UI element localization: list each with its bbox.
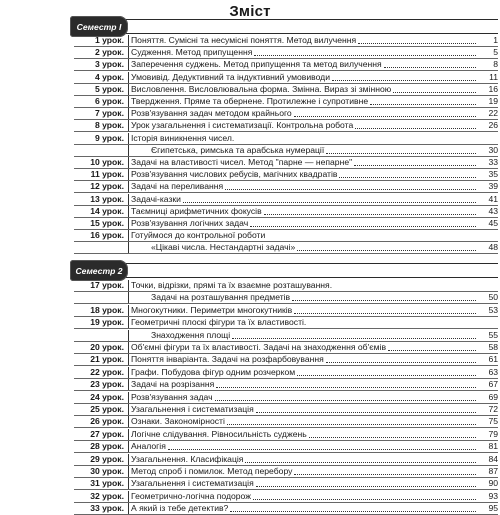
- lesson-title: Геометричні плоскі фігури та їх властивості.: [128, 317, 306, 328]
- page-number: 87: [488, 466, 498, 476]
- lesson-title: Знаходження площі: [128, 330, 230, 341]
- page-number: 30: [488, 144, 498, 155]
- lesson-title: Узагальнення і систематизація: [128, 478, 254, 489]
- dot-leader: [256, 478, 476, 487]
- page-number: 19: [488, 96, 498, 106]
- lesson-number: 3 урок.: [94, 59, 124, 70]
- lesson-title: Задачі-казки: [128, 194, 181, 205]
- toc-row: [0, 454, 500, 466]
- lesson-title: Задачі на розрізання: [128, 379, 214, 390]
- semester-1-label: Семестр І: [70, 16, 128, 37]
- lesson-number: 30 урок.: [90, 466, 124, 476]
- dot-leader: [227, 416, 476, 425]
- toc-row: [0, 317, 500, 329]
- toc-row: [0, 206, 500, 218]
- lesson-number: 24 урок.: [90, 391, 124, 402]
- page-number: 58: [488, 342, 498, 352]
- dot-leader: [250, 218, 476, 227]
- lesson-title: Узагальнення і систематизація: [128, 404, 254, 415]
- toc-row: [0, 392, 500, 404]
- page-number: 81: [488, 441, 498, 452]
- page-number: 1: [493, 35, 498, 45]
- toc-row: [0, 466, 500, 478]
- toc-row: [0, 96, 500, 108]
- lesson-title: А який із тебе детектив?: [128, 503, 228, 514]
- lesson-number: 8 урок.: [94, 120, 124, 131]
- toc-row: [0, 169, 500, 181]
- page-number: 93: [488, 490, 498, 501]
- dot-leader: [294, 305, 476, 314]
- page-number: 84: [488, 453, 498, 464]
- lesson-title: Урок узагальнення і систематизації. Контрольна робота: [128, 120, 353, 131]
- dot-leader: [292, 292, 476, 301]
- lesson-number: 7 урок.: [94, 108, 124, 119]
- toc-row: [0, 342, 500, 354]
- lesson-number: 18 урок.: [90, 304, 124, 315]
- dot-leader: [354, 157, 476, 166]
- dot-leader: [230, 503, 476, 512]
- lesson-title: Логічне слідування. Рівносильність суджень: [128, 429, 307, 440]
- toc-row: [0, 84, 500, 96]
- page-number: 61: [488, 354, 498, 365]
- semester-2-header: [74, 263, 498, 278]
- lesson-number: 16 урок.: [90, 230, 124, 241]
- toc-row: [0, 354, 500, 366]
- dot-leader: [168, 441, 476, 450]
- lesson-number: 13 урок.: [90, 193, 124, 204]
- lesson-title: Ознаки. Закономірності: [128, 416, 225, 427]
- dot-leader: [393, 84, 476, 93]
- lesson-number: 12 урок.: [90, 181, 124, 192]
- lesson-number: 25 урок.: [90, 404, 124, 414]
- lesson-number: 14 урок.: [90, 205, 124, 216]
- page-number: 5: [493, 47, 498, 58]
- lesson-title: Висловлення. Висловлювальна форма. Змінна. Вираз зі змінною: [128, 84, 391, 95]
- toc-row: [0, 145, 500, 157]
- lesson-number: 10 урок.: [90, 157, 124, 167]
- lesson-title: Задачі на властивості чисел. Метод "парне — непарне": [128, 157, 352, 168]
- lesson-number: 26 урок.: [90, 416, 124, 427]
- dot-leader: [256, 404, 476, 413]
- toc-row: [0, 59, 500, 71]
- lesson-title: Графи. Побудова фігур одним розчерком: [128, 367, 295, 378]
- toc-row: [0, 35, 500, 47]
- toc-row: [0, 441, 500, 453]
- lesson-number: 23 урок.: [90, 379, 124, 390]
- page-number: 53: [488, 304, 498, 315]
- dot-leader: [358, 35, 476, 44]
- dot-leader: [225, 181, 476, 190]
- toc-row: [0, 157, 500, 169]
- lesson-title: Судження. Метод припущення: [128, 47, 252, 58]
- lesson-title: «Цікаві числа. Нестандартні задачі»: [128, 242, 295, 253]
- page-number: 48: [488, 242, 498, 253]
- dot-leader: [297, 367, 476, 376]
- dot-leader: [232, 330, 476, 339]
- page-number: 75: [488, 416, 498, 427]
- lesson-number: 28 урок.: [90, 441, 124, 452]
- toc-row: [0, 181, 500, 193]
- lesson-title: Розв'язування задач: [128, 392, 213, 403]
- lesson-number: 33 урок.: [90, 503, 124, 514]
- lesson-title: Поняття інваріанта. Задачі на розфарбовування: [128, 354, 324, 365]
- page-title: Зміст: [229, 3, 271, 20]
- lesson-number: 5 урок.: [94, 83, 124, 94]
- toc-row: [0, 330, 500, 342]
- toc-row: [0, 242, 500, 254]
- lesson-number: 20 урок.: [90, 342, 124, 352]
- toc-row: [0, 305, 500, 317]
- page-number: 26: [488, 120, 498, 131]
- toc-row: [0, 367, 500, 379]
- lesson-title: Геометрично-логічна подорож: [128, 491, 251, 502]
- semester-2-label: Семестр 2: [70, 260, 128, 281]
- dot-leader: [215, 392, 476, 401]
- toc-row: [0, 429, 500, 441]
- page-number: 16: [488, 83, 498, 94]
- lesson-title: Метод спроб і помилок. Метод перебору: [128, 466, 292, 477]
- lesson-number: 4 урок.: [94, 71, 124, 82]
- lesson-title: Твердження. Пряме та обернене. Протилежне і супротивне: [128, 96, 368, 107]
- page-number: 72: [488, 404, 498, 414]
- page-number: 35: [488, 169, 498, 180]
- toc-row: [0, 230, 500, 242]
- lesson-number: 1 урок.: [94, 35, 124, 45]
- page-number: 45: [488, 218, 498, 228]
- dot-leader: [245, 454, 476, 463]
- page-number: 8: [493, 59, 498, 70]
- lesson-title: Многокутники. Периметри многокутників: [128, 305, 292, 316]
- toc-row: [0, 416, 500, 428]
- dot-leader: [297, 242, 476, 251]
- dot-leader: [339, 169, 476, 178]
- lesson-title: Задачі на переливання: [128, 181, 223, 192]
- page-number: 41: [488, 193, 498, 204]
- toc-row: [0, 72, 500, 84]
- dot-leader: [216, 379, 476, 388]
- page-number: 11: [489, 71, 498, 82]
- lesson-number: 2 урок.: [94, 47, 124, 58]
- toc-row: [0, 491, 500, 503]
- toc-row: [0, 478, 500, 490]
- lesson-title: Заперечення суджень. Метод припущення та метод вилучення: [128, 59, 382, 70]
- toc-row: [0, 47, 500, 59]
- toc-row: [0, 503, 500, 515]
- dot-leader: [370, 96, 476, 105]
- toc-row: [0, 404, 500, 416]
- page-number: 22: [488, 108, 498, 119]
- lesson-title: Умовивід. Дедуктивний та індуктивний умовиводи: [128, 72, 330, 83]
- dot-leader: [388, 342, 476, 351]
- dot-leader: [326, 145, 476, 154]
- dot-leader: [326, 354, 476, 363]
- dot-leader: [183, 194, 476, 203]
- page-number: 63: [488, 366, 498, 377]
- lesson-title: Точки, відрізки, прямі та їх взаємне розташування.: [128, 280, 332, 291]
- page-number: 50: [488, 292, 498, 303]
- lesson-number: 19 урок.: [90, 317, 124, 328]
- lesson-number: 29 урок.: [90, 453, 124, 464]
- dot-leader: [254, 47, 476, 56]
- lesson-title: Аналогія: [128, 441, 166, 452]
- lesson-title: Об'ємні фігури та їх властивості. Задачі на знаходження об'ємів: [128, 342, 386, 353]
- lesson-number: 32 урок.: [90, 490, 124, 501]
- page-number: 43: [488, 205, 498, 216]
- toc-row: [0, 194, 500, 206]
- lesson-title: Таємниці арифметичних фокусів: [128, 206, 262, 217]
- lesson-title: Готуймося до контрольної роботи: [128, 230, 265, 241]
- toc-row: [0, 108, 500, 120]
- lesson-number: 27 урок.: [90, 428, 124, 439]
- toc-row: [0, 133, 500, 145]
- lesson-title: Розв'язування задач методом крайнього: [128, 108, 292, 119]
- lesson-number: 11 урок.: [90, 169, 124, 180]
- page-number: 79: [488, 428, 498, 439]
- page-number: 55: [488, 329, 498, 340]
- toc-row: [0, 120, 500, 132]
- toc-row: [0, 280, 500, 292]
- lesson-title: Поняття. Сумісні та несумісні поняття. Метод вилучення: [128, 35, 356, 46]
- toc-row: [0, 218, 500, 230]
- lesson-title: Єгипетська, римська та арабська нумерації: [128, 145, 324, 156]
- lesson-number: 31 урок.: [90, 478, 124, 489]
- dot-leader: [294, 108, 476, 117]
- lesson-title: Узагальнення. Класифікація: [128, 454, 243, 465]
- lesson-number: 9 урок.: [94, 132, 124, 143]
- dot-leader: [332, 72, 476, 81]
- lesson-title: Розв'язування логічних задач: [128, 218, 248, 229]
- page-number: 95: [488, 503, 498, 514]
- lesson-title: Розв'язування числових ребусів, магічних квадратів: [128, 169, 337, 180]
- dot-leader: [355, 120, 476, 129]
- dot-leader: [264, 206, 476, 215]
- lesson-number: 6 урок.: [94, 96, 124, 106]
- dot-leader: [253, 491, 476, 500]
- toc-row: [0, 379, 500, 391]
- toc-row: [0, 292, 500, 304]
- lesson-number: 22 урок.: [90, 366, 124, 377]
- dot-leader: [294, 466, 476, 475]
- lesson-number: 17 урок.: [90, 280, 124, 290]
- lesson-title: Задачі на розташування предметів: [128, 292, 290, 303]
- lesson-title: Історія виникнення чисел.: [128, 133, 234, 144]
- dot-leader: [309, 429, 476, 438]
- page-number: 90: [488, 478, 498, 489]
- page-number: 69: [488, 391, 498, 402]
- page-number: 67: [488, 379, 498, 390]
- semester-1-header: [74, 19, 498, 34]
- page-number: 39: [488, 181, 498, 192]
- lesson-number: 21 урок.: [90, 354, 124, 365]
- page-number: 33: [488, 157, 498, 167]
- lesson-number: 15 урок.: [90, 218, 124, 228]
- dot-leader: [384, 59, 476, 68]
